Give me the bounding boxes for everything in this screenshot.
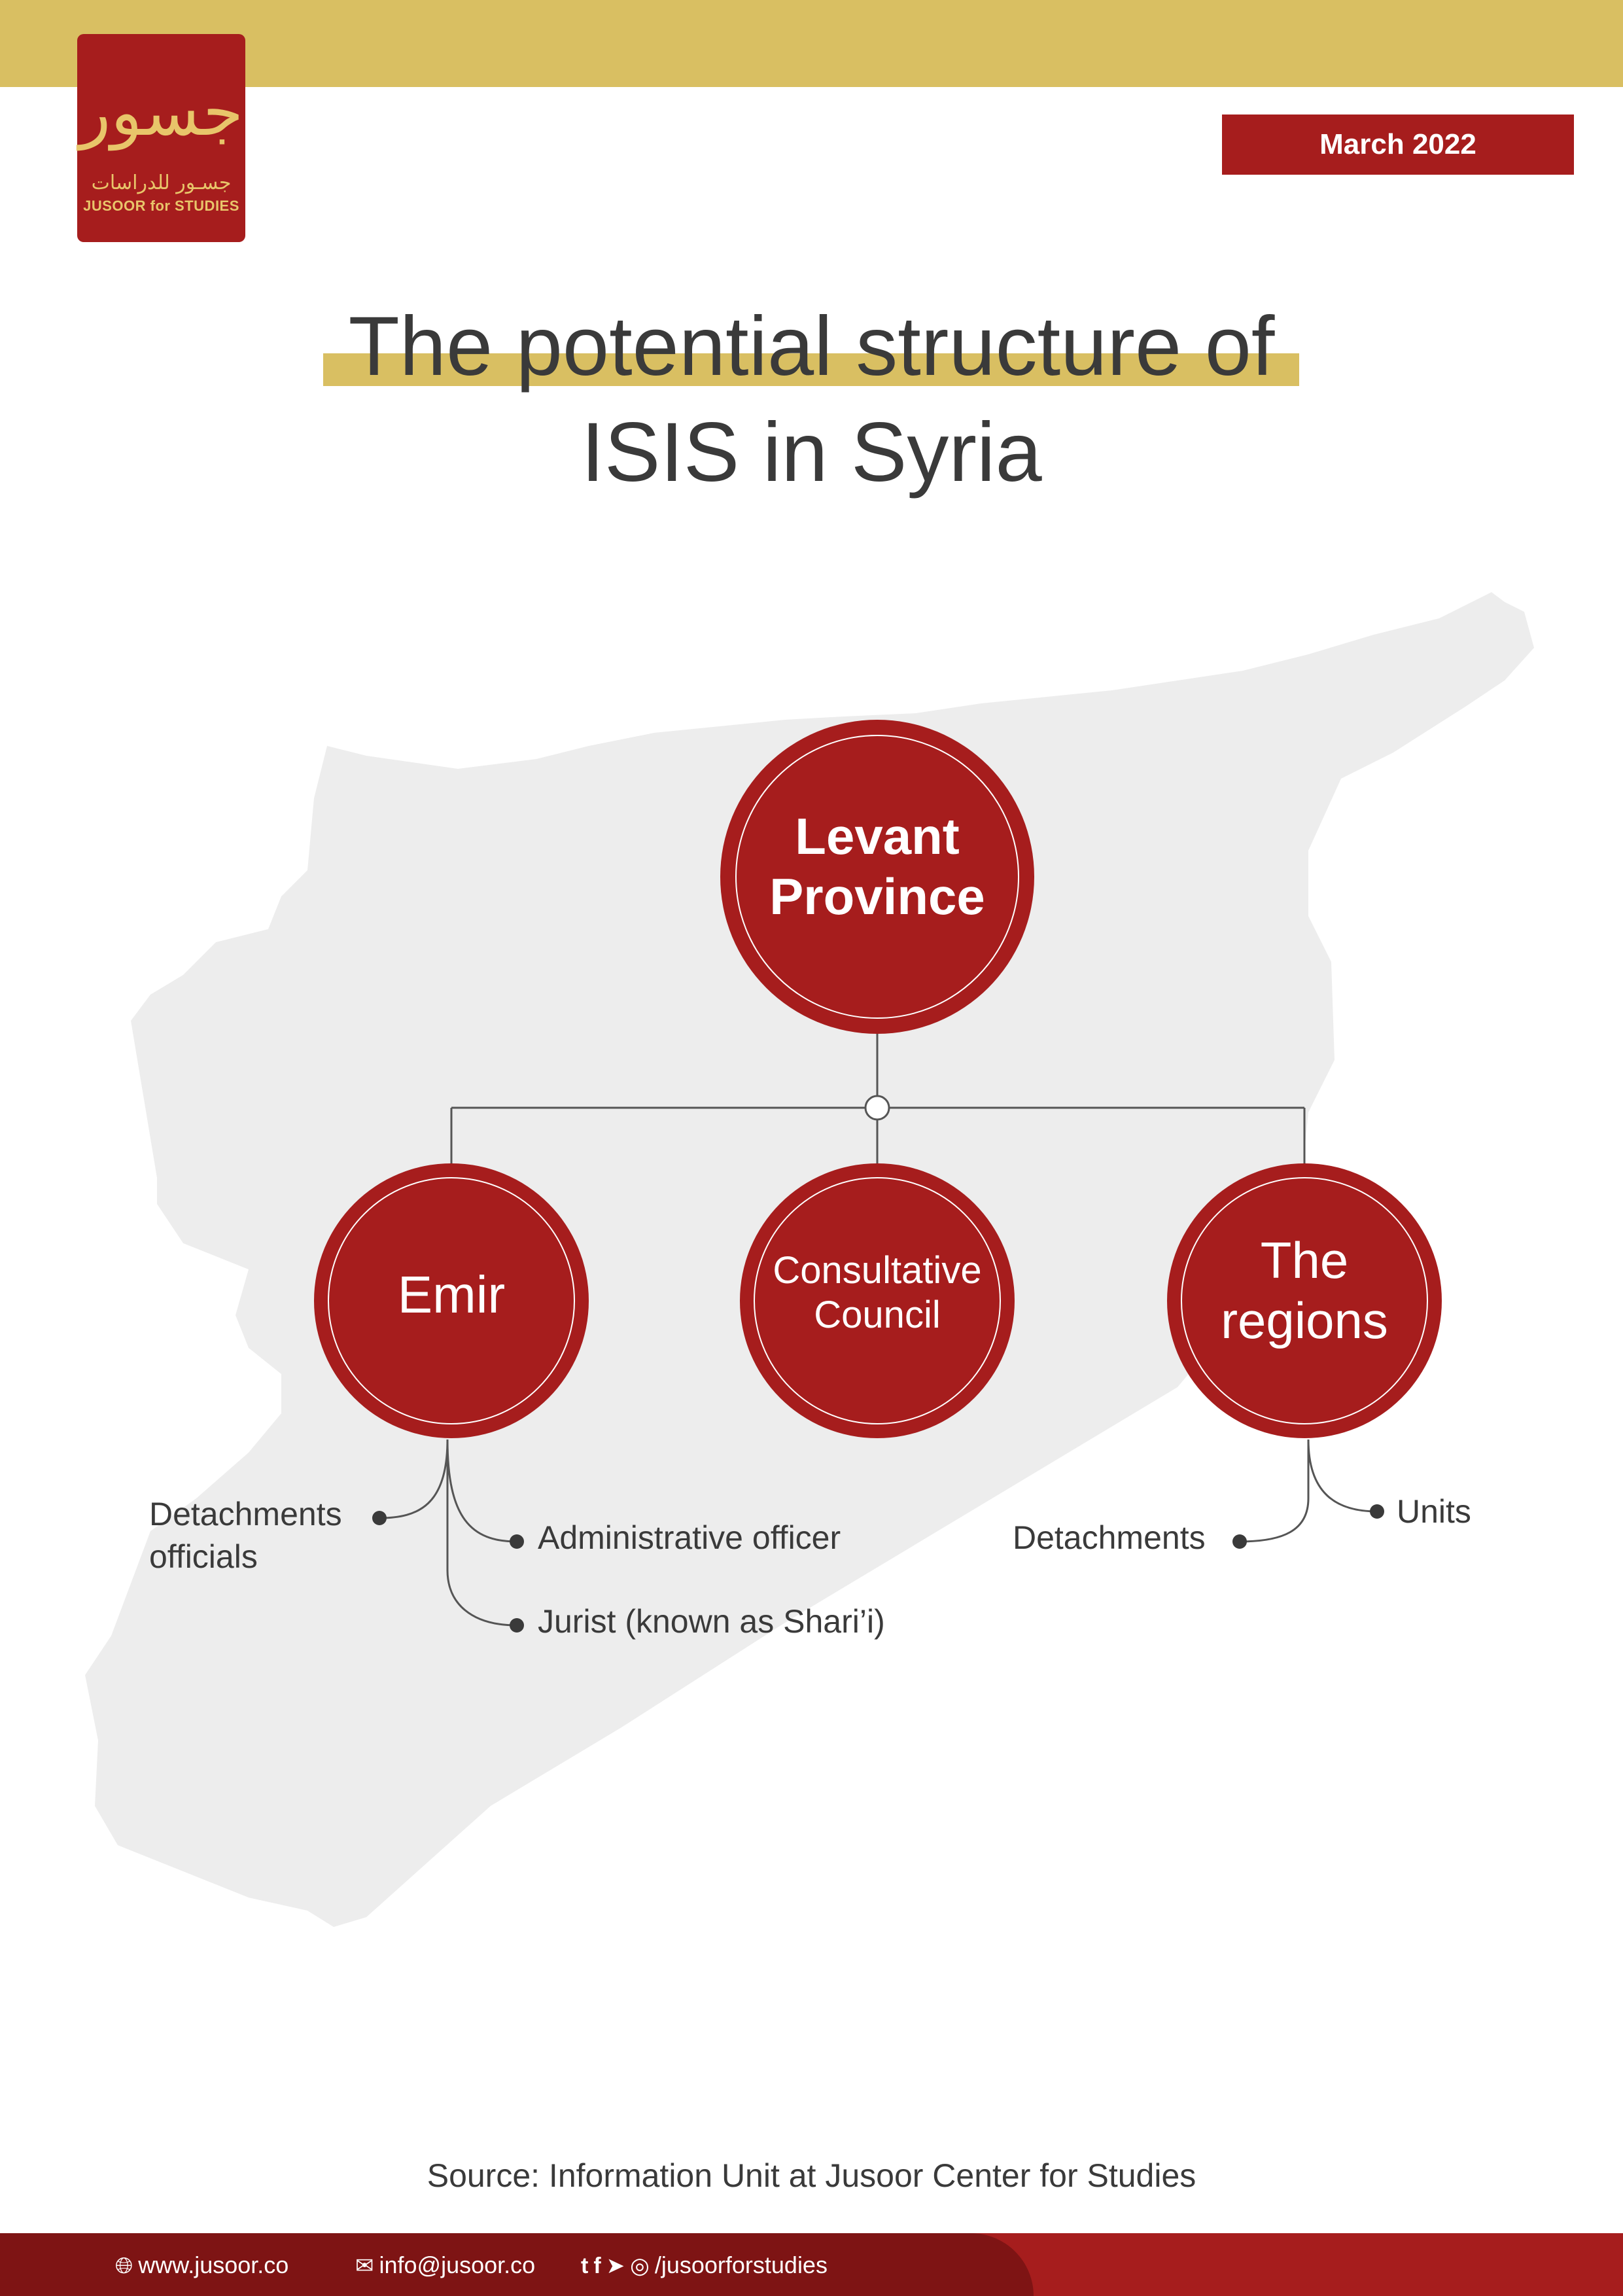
node-regions-label bbox=[1187, 1230, 1422, 1351]
levant-line1: Levant bbox=[795, 807, 960, 865]
twitter-icon[interactable]: t bbox=[581, 2253, 589, 2278]
footer-website-link[interactable] bbox=[115, 2251, 288, 2280]
social-handle-text: /jusoorforstudies bbox=[654, 2252, 828, 2278]
bullet-jurist bbox=[510, 1618, 524, 1633]
label-detachments-officials bbox=[149, 1493, 342, 1578]
page-title-line2: ISIS in Syria bbox=[581, 406, 1042, 499]
logo-arabic-mark: جسور bbox=[79, 74, 243, 150]
regions-line2: regions bbox=[1221, 1292, 1388, 1350]
bullet-administrative-officer bbox=[510, 1534, 524, 1549]
label-units: Units bbox=[1397, 1493, 1471, 1530]
instagram-icon[interactable]: ◎ bbox=[630, 2253, 650, 2278]
node-emir-label: Emir bbox=[397, 1265, 506, 1324]
footer-social-links[interactable] bbox=[581, 2251, 828, 2280]
label-jurist: Jurist (known as Shari’i) bbox=[538, 1603, 885, 1640]
detachments-officials-line2: officials bbox=[149, 1538, 258, 1575]
source-caption: Source: Information Unit at Jusoor Center for Studies bbox=[427, 2157, 1196, 2194]
label-administrative-officer: Administrative officer bbox=[538, 1519, 841, 1556]
mail-icon: ✉ bbox=[355, 2253, 374, 2278]
node-levant-province-label bbox=[746, 806, 1008, 927]
page-title-line1: The potential structure of bbox=[348, 300, 1275, 393]
bullet-detachments bbox=[1232, 1534, 1247, 1549]
facebook-icon[interactable]: f bbox=[593, 2253, 601, 2278]
telegram-icon[interactable]: ➤ bbox=[606, 2253, 625, 2278]
bullet-units bbox=[1370, 1504, 1384, 1519]
footer-email-link[interactable] bbox=[355, 2251, 535, 2280]
province-line2: Province bbox=[769, 868, 985, 926]
bullet-detachments-officials bbox=[372, 1511, 387, 1525]
label-detachments: Detachments bbox=[1013, 1519, 1206, 1556]
logo-arabic-subtitle: جسـور للدراسات bbox=[91, 171, 232, 194]
regions-line1: The bbox=[1260, 1231, 1349, 1289]
logo-english-text: JUSOOR for STUDIES bbox=[83, 198, 239, 214]
email-text: info@jusoor.co bbox=[379, 2252, 536, 2278]
date-badge: March 2022 bbox=[1222, 115, 1574, 175]
council-line1: Consultative bbox=[773, 1249, 982, 1292]
website-text: www.jusoor.co bbox=[138, 2252, 289, 2278]
node-council-label bbox=[759, 1248, 995, 1338]
detachments-officials-line1: Detachments bbox=[149, 1496, 342, 1532]
council-line2: Council bbox=[814, 1294, 941, 1337]
globe-icon: 🌐︎ bbox=[115, 2253, 133, 2278]
junction-node bbox=[865, 1096, 889, 1120]
